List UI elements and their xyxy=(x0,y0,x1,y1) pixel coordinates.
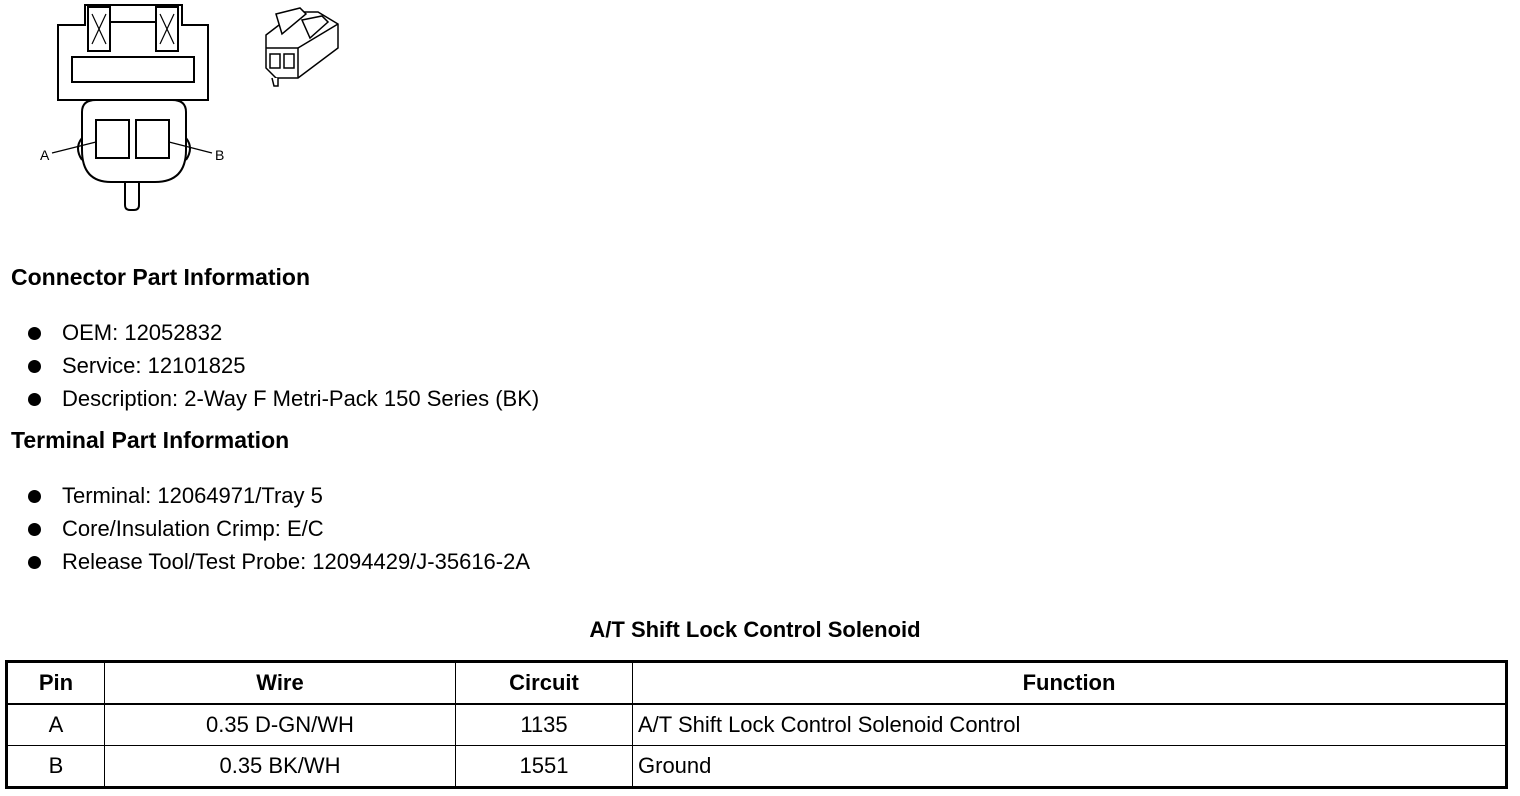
pin-a-label: A xyxy=(40,147,50,163)
release-tool: Release Tool/Test Probe: 12094429/J-35616-2A xyxy=(62,549,531,574)
wire-cell: 0.35 BK/WH xyxy=(105,746,456,788)
connector-face-view xyxy=(52,5,212,210)
pin-cell: A xyxy=(7,704,105,746)
circuit-cell: 1551 xyxy=(456,746,633,788)
pinout-table-title: A/T Shift Lock Control Solenoid xyxy=(589,617,921,642)
column-header-circuit: Circuit xyxy=(456,662,633,705)
connector-part-info-list xyxy=(28,320,539,419)
bullet-icon xyxy=(28,393,41,406)
circuit-cell: 1135 xyxy=(456,704,633,746)
table-row xyxy=(7,704,1507,746)
column-header-wire: Wire xyxy=(105,662,456,705)
connector-isometric-view xyxy=(266,8,338,86)
function-cell: Ground xyxy=(633,746,1507,788)
list-item xyxy=(28,320,539,353)
list-item xyxy=(28,549,530,582)
oem-part-number: OEM: 12052832 xyxy=(62,320,223,345)
connector-description: Description: 2-Way F Metri-Pack 150 Series (BK) xyxy=(62,386,540,411)
terminal-part-info-heading: Terminal Part Information xyxy=(11,427,290,453)
bullet-icon xyxy=(28,523,41,536)
bullet-icon xyxy=(28,360,41,373)
table-row xyxy=(7,746,1507,788)
column-header-function: Function xyxy=(633,662,1507,705)
pin-b-label: B xyxy=(215,147,225,163)
table-header-row xyxy=(7,662,1507,705)
bullet-icon xyxy=(28,327,41,340)
list-item xyxy=(28,386,539,419)
list-item xyxy=(28,353,539,386)
terminal-part-info-list xyxy=(28,483,530,582)
list-item xyxy=(28,516,530,549)
pin-cell: B xyxy=(7,746,105,788)
pinout-table xyxy=(5,660,1508,789)
column-header-pin: Pin xyxy=(7,662,105,705)
function-cell: A/T Shift Lock Control Solenoid Control xyxy=(633,704,1507,746)
wire-cell: 0.35 D-GN/WH xyxy=(105,704,456,746)
connector-part-info-heading: Connector Part Information xyxy=(11,264,311,290)
bullet-icon xyxy=(28,556,41,569)
terminal-part-number: Terminal: 12064971/Tray 5 xyxy=(62,483,323,508)
connector-diagram xyxy=(0,0,360,230)
crimp-type: Core/Insulation Crimp: E/C xyxy=(62,516,324,541)
bullet-icon xyxy=(28,490,41,503)
service-part-number: Service: 12101825 xyxy=(62,353,246,378)
list-item xyxy=(28,483,530,516)
